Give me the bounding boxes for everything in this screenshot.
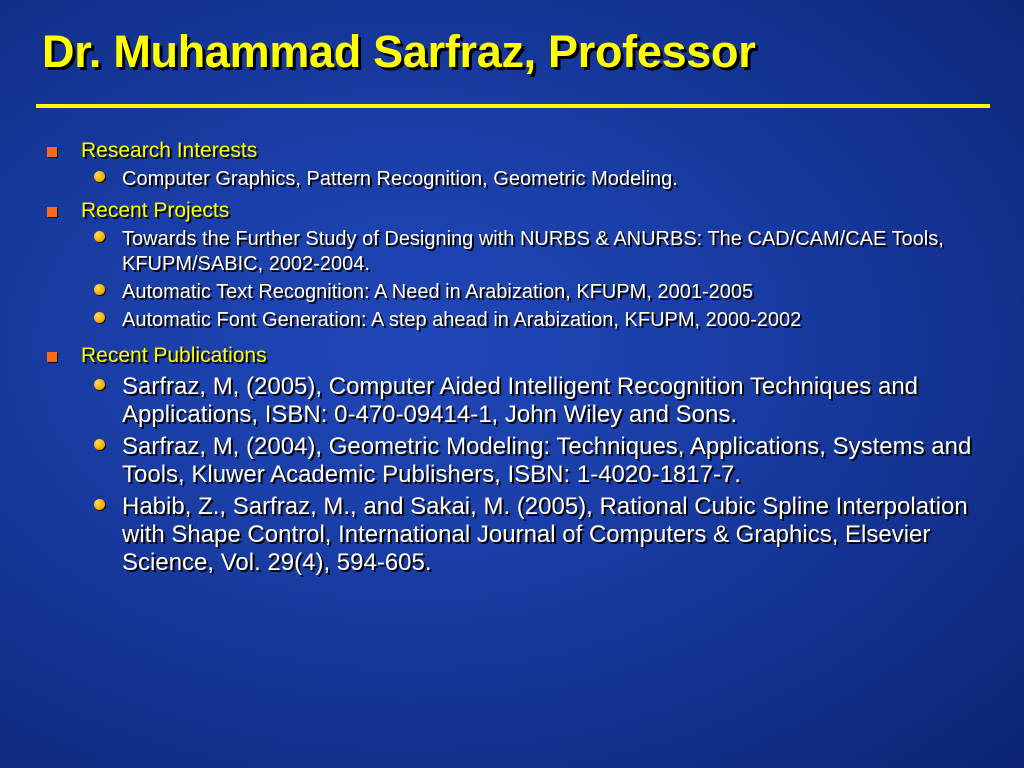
list-item-text: Towards the Further Study of Designing with NURBS & ANURBS: The CAD/CAM/CAE Tools, KFUPM/SABIC, 2002-2004. (122, 228, 944, 275)
slide-title: Dr. Muhammad Sarfraz, Professor (42, 26, 756, 77)
list-item (40, 493, 990, 577)
square-bullet-icon (47, 207, 57, 217)
bullet-list (40, 167, 990, 192)
round-bullet-icon (94, 231, 105, 242)
section-heading: Recent Projects (81, 199, 230, 222)
bullet-list (40, 227, 990, 333)
square-bullet-icon (47, 352, 57, 362)
section-research-interests (40, 138, 990, 192)
square-bullet-icon (47, 147, 57, 157)
round-bullet-icon (94, 312, 105, 323)
section-heading: Research Interests (81, 139, 258, 162)
list-item (40, 227, 990, 277)
section-heading-row (40, 198, 990, 224)
list-item-text: Computer Graphics, Pattern Recognition, Geometric Modeling. (122, 168, 678, 190)
list-item-text: Sarfraz, M, (2004), Geometric Modeling: Techniques, Applications, Systems and Tools, Kluwer Academic Publishers, ISBN: 1-4020-1817-7. (122, 433, 972, 488)
bullet-list (40, 373, 990, 577)
section-recent-publications (40, 343, 990, 577)
list-item (40, 308, 990, 333)
title-underline (36, 104, 990, 108)
round-bullet-icon (94, 379, 105, 390)
list-item-text: Habib, Z., Sarfraz, M., and Sakai, M. (2005), Rational Cubic Spline Interpolation with Shape Control, International Journal of Computers & Graphics, Elsevier Science, Vol. 29(4), 594-605. (122, 493, 968, 576)
round-bullet-icon (94, 439, 105, 450)
list-item-text: Automatic Text Recognition: A Need in Arabization, KFUPM, 2001-2005 (122, 281, 754, 303)
list-item (40, 167, 990, 192)
list-item-text: Automatic Font Generation: A step ahead in Arabization, KFUPM, 2000-2002 (122, 309, 802, 331)
slide-content (40, 138, 990, 577)
round-bullet-icon (94, 284, 105, 295)
list-item (40, 280, 990, 305)
round-bullet-icon (94, 499, 105, 510)
section-recent-projects (40, 198, 990, 333)
section-heading-row (40, 138, 990, 164)
section-heading-row (40, 343, 990, 369)
section-heading: Recent Publications (81, 344, 267, 367)
list-item (40, 433, 990, 489)
list-item-text: Sarfraz, M, (2005), Computer Aided Intelligent Recognition Techniques and Applications, ISBN: 0-470-09414-1, John Wiley and Sons. (122, 373, 919, 428)
list-item (40, 373, 990, 429)
round-bullet-icon (94, 171, 105, 182)
